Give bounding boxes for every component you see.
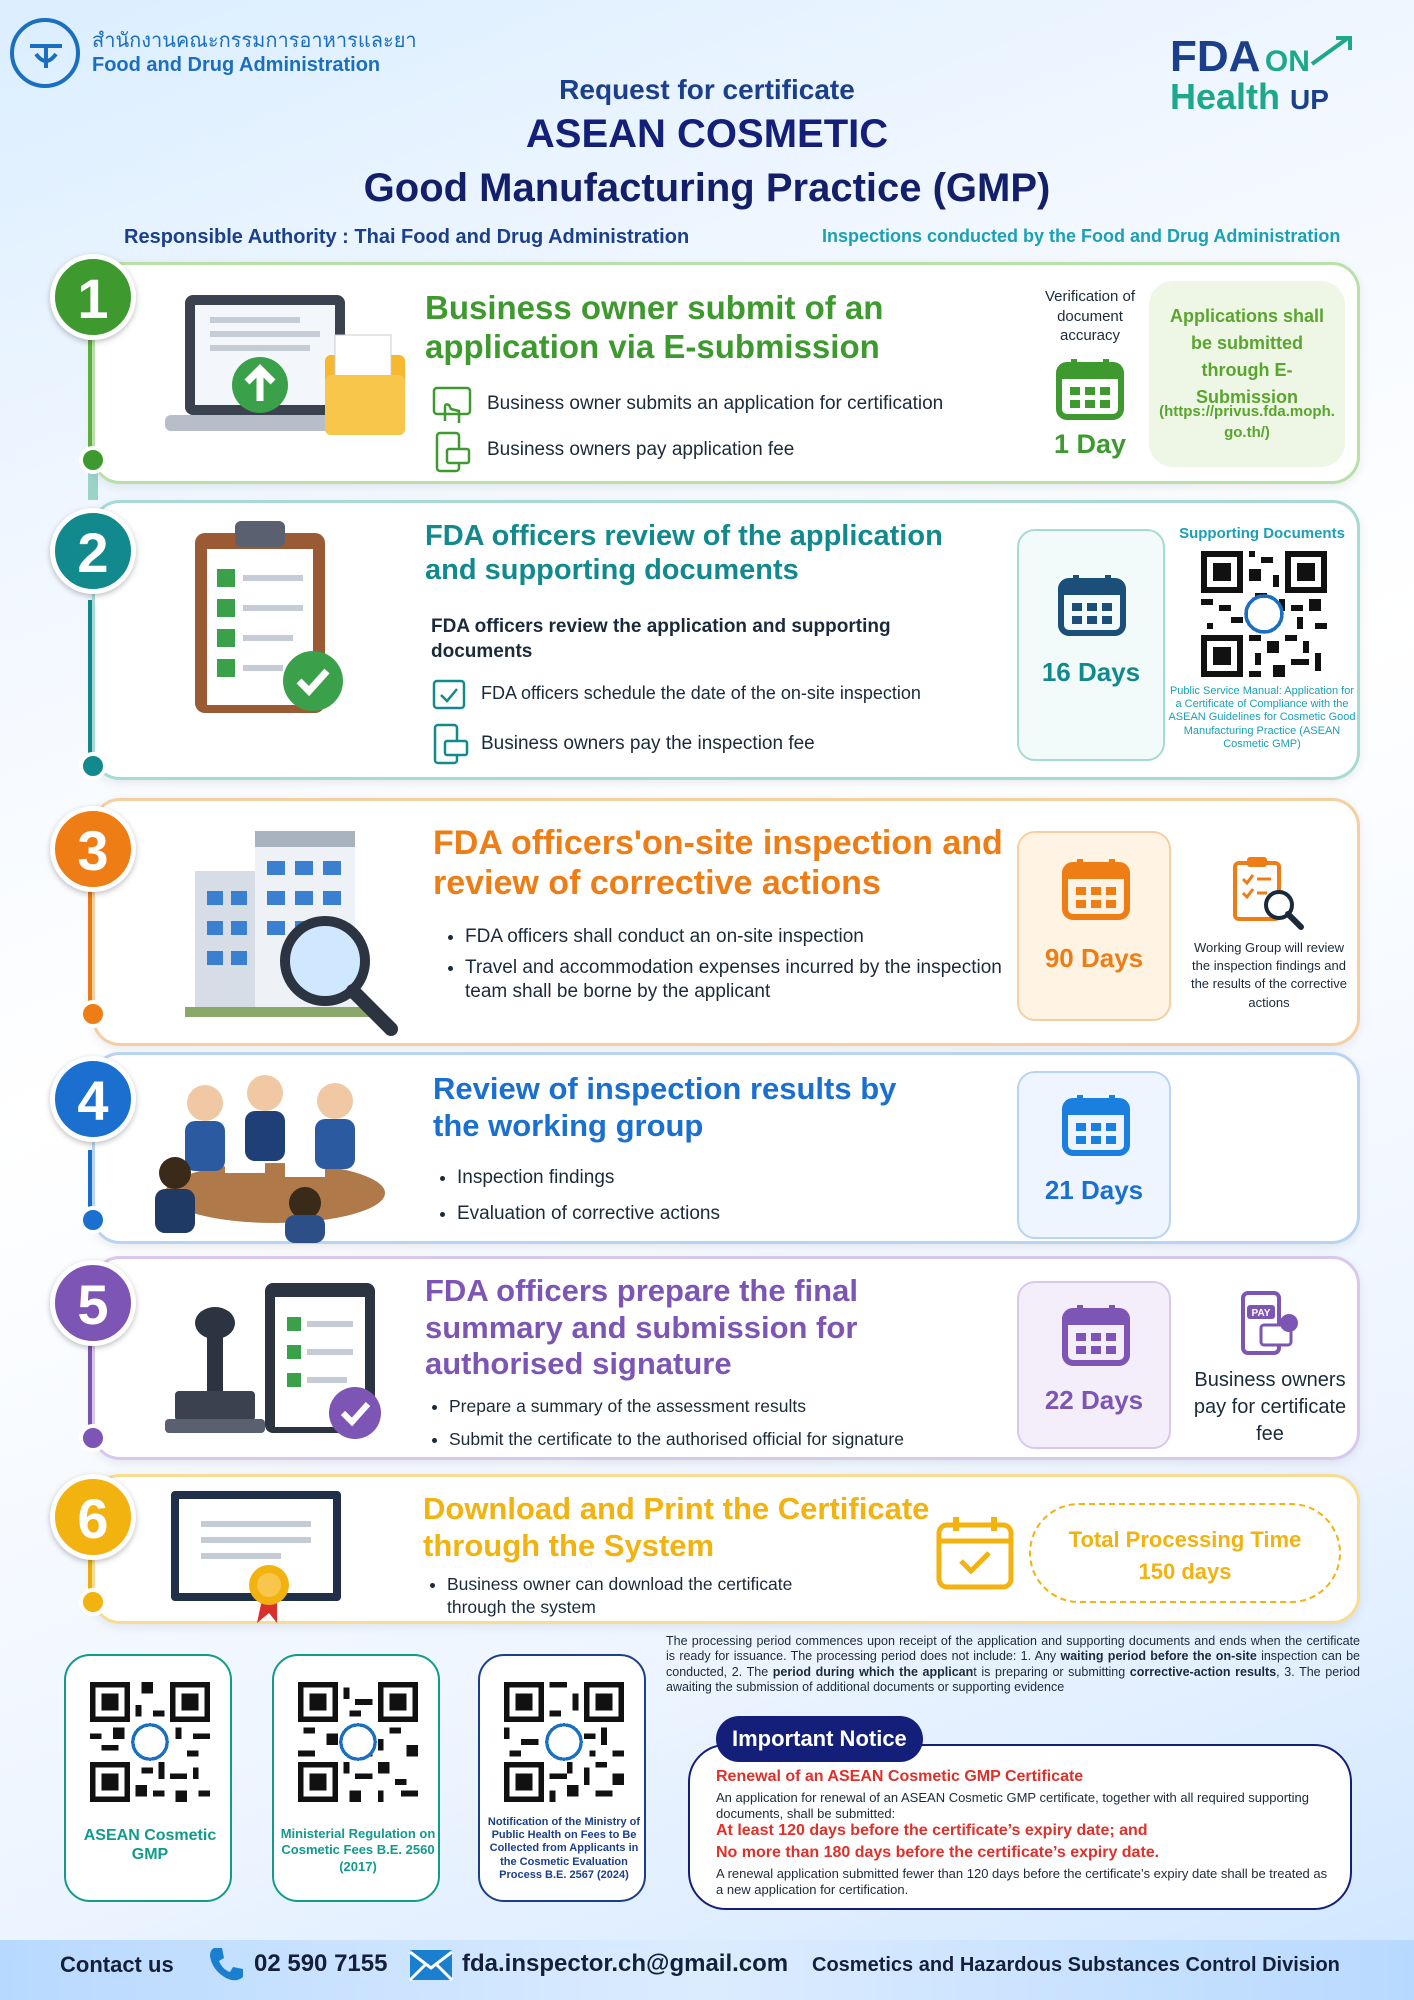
step-2-item: FDA officers schedule the date of the on-site inspection	[481, 683, 921, 703]
qr-code-ministerial-regulation[interactable]	[298, 1682, 418, 1802]
step-6-bullets	[425, 1573, 845, 1625]
email-icon	[408, 1948, 454, 1982]
step-1-dot	[79, 446, 107, 474]
step-1-item: Business owners pay application fee	[487, 439, 795, 460]
timeline-connector	[88, 470, 98, 500]
total-processing-label: Total Processing Time	[1068, 1527, 1302, 1552]
step-6-badge: 6	[50, 1474, 136, 1560]
step-5-bullets	[427, 1393, 1027, 1459]
step-5-item: • Prepare a summary of the assessment results	[449, 1393, 1027, 1420]
calendar-icon	[1061, 1303, 1131, 1367]
logo-on-text: ON	[1264, 45, 1310, 78]
step-4-card	[92, 1052, 1360, 1244]
step-3-item: • Travel and accommodation expenses incurred by the inspection team shall be borne by the applicant	[465, 956, 1003, 1005]
qr-caption: Notification of the Ministry of Public Health on Fees to Be Collected from Applicants in the Cosmetic Evaluation Process B.E. 2567 (2024)	[487, 1816, 641, 1881]
inspections-note: Inspections conducted by the Food and Drug Administration	[822, 226, 1341, 246]
org-name-english: Food and Drug Administration	[92, 54, 381, 76]
step-1-badge: 1	[50, 254, 136, 340]
qr-card-asean-gmp	[64, 1654, 232, 1902]
e-submission-url[interactable]: (https://privus.fda.moph.go.th/)	[1159, 403, 1335, 441]
supporting-documents-heading: Supporting Documents	[1179, 525, 1345, 542]
calendar-check-icon	[935, 1515, 1015, 1591]
step-3-title: FDA officers'on-site inspection and review of corrective actions	[433, 824, 1003, 903]
certificate-illustration	[165, 1485, 365, 1625]
step-2-title: FDA officers review of the application and supporting documents	[425, 520, 943, 587]
logo-fda-text: FDA	[1170, 32, 1261, 81]
notice-rule-2: No more than 180 days before the certificate’s expiry date.	[716, 1844, 1160, 1861]
step-2-item: Business owners pay the inspection fee	[481, 733, 815, 754]
online-submit-icon	[431, 385, 473, 427]
step-3-dot	[79, 1000, 107, 1028]
qr-caption: Ministerial Regulation on Cosmetic Fees B.E. 2560 (2017)	[280, 1826, 436, 1874]
division-name: Cosmetics and Hazardous Substances Control Division	[812, 1954, 1340, 1976]
arrow-up-icon	[1310, 32, 1354, 68]
step-3-card	[92, 798, 1360, 1046]
step-4-item: • Evaluation of corrective actions	[457, 1199, 935, 1229]
step-5-card	[92, 1256, 1360, 1460]
step-6-card	[92, 1474, 1360, 1624]
contact-label: Contact us	[60, 1952, 174, 1977]
notice-rule-1: At least 120 days before the certificate’s expiry date; and	[716, 1822, 1148, 1839]
step-2-card	[92, 500, 1360, 780]
public-service-manual-caption: Public Service Manual: Application for a Certificate of Compliance with the ASEAN Guidelines for Cosmetic Good Manufacturing Practice (ASEAN Cosmetic GMP)	[1168, 685, 1356, 750]
step-5-badge: 5	[50, 1260, 136, 1346]
org-name-thai: สำนักงานคณะกรรมการอาหารและยา	[92, 28, 417, 52]
page-title-line2: Good Manufacturing Practice (GMP)	[363, 166, 1051, 210]
step-4-bullets	[435, 1163, 935, 1236]
responsible-authority: Responsible Authority : Thai Food and Drug Administration	[124, 226, 690, 248]
notice-outro: A renewal application submitted fewer than 120 days before the certificate’s expiry date shall be treated as a new application for certification.	[716, 1866, 1328, 1897]
step-4-title: Review of inspection results by the working group	[433, 1071, 897, 1143]
total-processing-days: 150 days	[1138, 1559, 1232, 1584]
mobile-payment-icon	[433, 431, 471, 473]
notice-heading: Renewal of an ASEAN Cosmetic GMP Certificate	[716, 1768, 1084, 1785]
qr-code-asean-gmp[interactable]	[90, 1682, 210, 1802]
logo-up-text: UP	[1290, 84, 1329, 115]
working-group-note: Working Group will review the inspection findings and the results of the corrective actions	[1190, 940, 1348, 1010]
total-processing-time	[1029, 1503, 1341, 1603]
step-2-badge: 2	[50, 508, 136, 594]
step-5-days-box	[1017, 1281, 1171, 1449]
calendar-icon	[1061, 1093, 1131, 1157]
processing-period-note: The processing period commences upon receipt of the application and supporting documents and ends when the certificate is ready for issuance. The processing period does not include: 1. Any waiting period before the on-site inspection can be conducted, 2. The period during which the applicant is preparing or submitting corrective-action results, 3. The period awaiting the submission of additional documents or supporting evidence	[666, 1634, 1360, 1694]
mobile-pay-icon	[1235, 1289, 1303, 1359]
page-subtitle: Request for certificate	[559, 74, 855, 105]
step-3-badge: 3	[50, 806, 136, 892]
laptop-upload-illustration	[155, 285, 415, 465]
pay-label: PAY	[1251, 1308, 1271, 1319]
step-4-days-box	[1017, 1071, 1171, 1239]
qr-caption: ASEAN Cosmetic GMP	[83, 1827, 217, 1864]
step-5-item: • Submit the certificate to the authorised official for signature	[449, 1426, 1027, 1453]
phone-icon	[206, 1944, 246, 1984]
step-1-item: Business owner submits an application for certification	[487, 393, 944, 414]
mobile-payment-icon	[431, 723, 469, 765]
qr-card-ministerial-regulation	[272, 1654, 440, 1902]
step-3-item: • FDA officers shall conduct an on-site inspection	[465, 925, 1003, 950]
step-4-item: • Inspection findings	[457, 1163, 935, 1193]
step-1-days: 1 Day	[1053, 429, 1127, 459]
logo-health-text: Health	[1170, 76, 1281, 117]
notice-intro: An application for renewal of an ASEAN Cosmetic GMP certificate, together with all required supporting documents, shall be submitted:	[716, 1790, 1310, 1821]
step-4-dot	[79, 1206, 107, 1234]
step-5-dot	[79, 1424, 107, 1452]
step-2-days-box	[1017, 529, 1165, 761]
step-5-title: FDA officers prepare the final summary and submission for authorised signature	[425, 1273, 858, 1382]
certificate-fee-note: Business owners pay for certificate fee	[1193, 1369, 1347, 1445]
step-6-dot	[79, 1588, 107, 1616]
important-notice-box	[688, 1744, 1352, 1910]
step-3-days-box	[1017, 831, 1171, 1021]
calendar-check-icon	[431, 675, 467, 711]
step-2-dot	[79, 752, 107, 780]
document-search-icon	[1229, 855, 1305, 931]
stamp-clipboard-illustration	[155, 1273, 395, 1453]
page-title: ASEAN COSMETIC	[525, 112, 889, 156]
fda-emblem-icon	[26, 34, 66, 74]
step-6-title: Download and Print the Certificate through the System	[423, 1491, 930, 1563]
calendar-icon	[1057, 573, 1127, 637]
step-3-bullets	[443, 925, 1003, 1011]
qr-code-supporting-docs[interactable]	[1201, 551, 1327, 677]
qr-card-ministry-notification	[478, 1654, 646, 1902]
step-2-subheading: FDA officers review the application and supporting documents	[431, 616, 891, 662]
step-5-days: 22 Days	[1044, 1385, 1144, 1415]
calendar-icon	[1055, 357, 1125, 421]
contact-email[interactable]: fda.inspector.ch@gmail.com	[462, 1950, 789, 1977]
calendar-icon	[1061, 857, 1131, 921]
e-submission-note-title: Applications shall be submitted through E-Submission	[1169, 306, 1325, 407]
e-submission-note	[1149, 281, 1345, 467]
step-1-card	[92, 262, 1360, 484]
step-6-item: • Business owner can download the certificate through the system	[447, 1573, 845, 1619]
step-4-days: 21 Days	[1044, 1175, 1144, 1205]
working-group-meeting-illustration	[135, 1063, 395, 1243]
clipboard-checklist-illustration	[155, 513, 355, 733]
step-4-badge: 4	[50, 1056, 136, 1142]
step-3-days: 90 Days	[1044, 943, 1144, 973]
important-notice-tab: Important Notice	[716, 1716, 923, 1762]
step-1-title: Business owner submit of an application via E-submission	[425, 289, 884, 365]
verification-label: Verification of document accuracy	[1044, 288, 1136, 344]
building-inspection-illustration	[155, 811, 415, 1041]
step-2-days: 16 Days	[1041, 657, 1141, 687]
qr-code-ministry-notification[interactable]	[504, 1682, 624, 1802]
contact-phone[interactable]: 02 590 7155	[254, 1950, 388, 1977]
